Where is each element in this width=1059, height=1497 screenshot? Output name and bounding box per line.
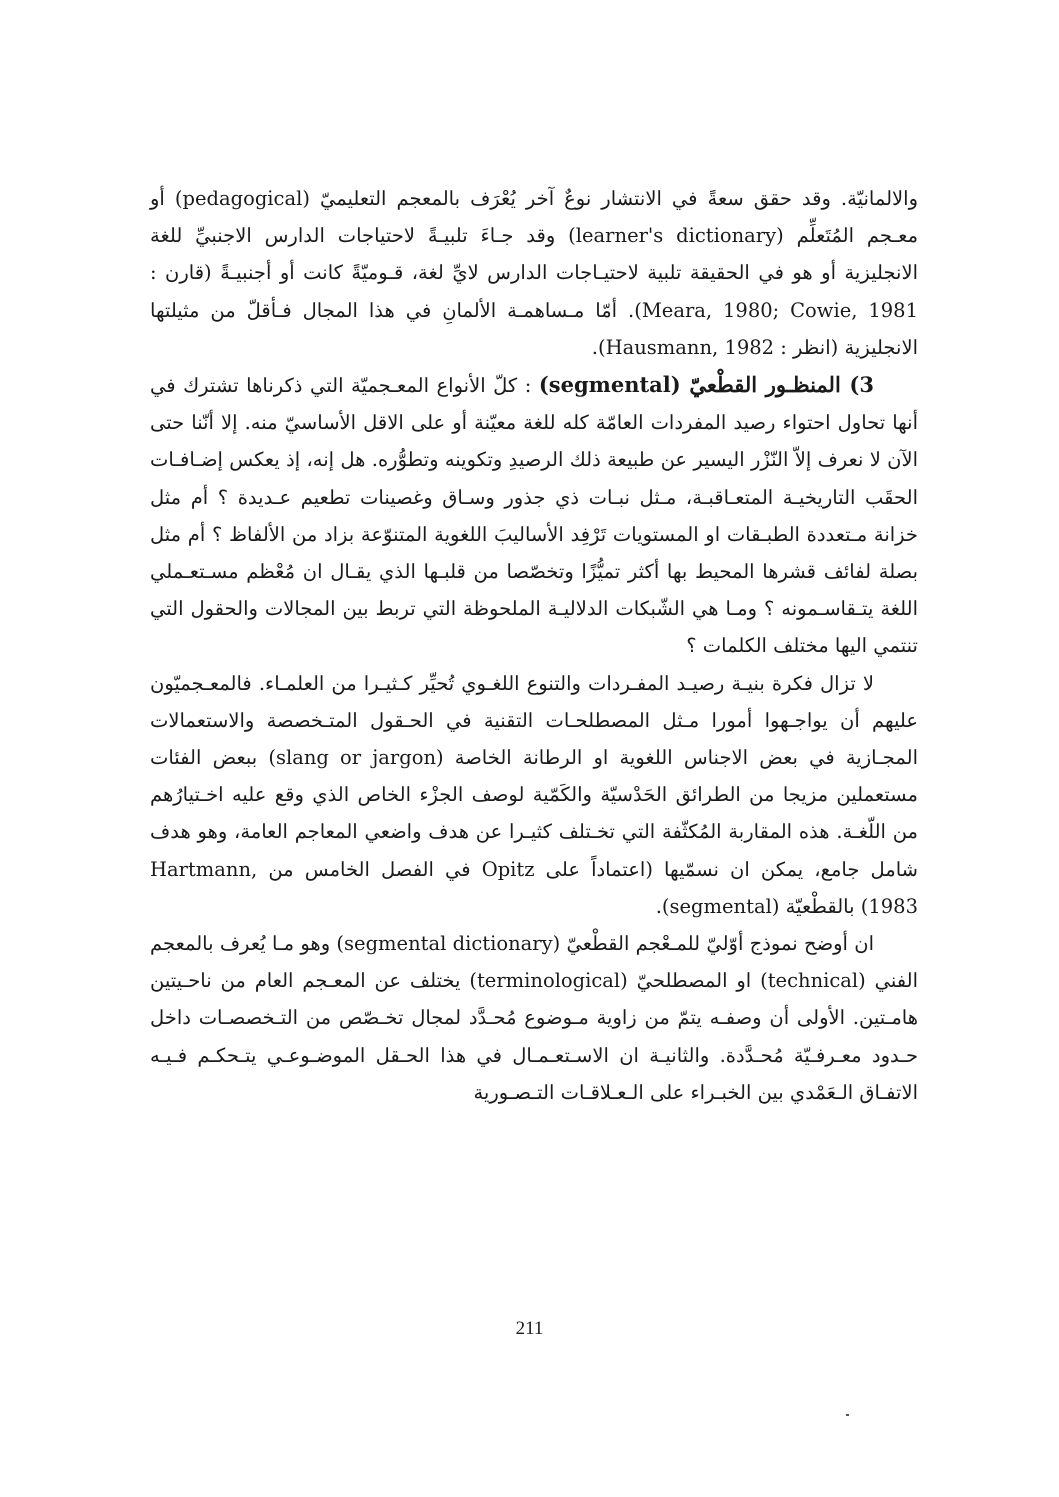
page-number: 211 bbox=[515, 1318, 544, 1339]
body-text bbox=[150, 180, 918, 1111]
scan-artifact bbox=[846, 1414, 849, 1416]
paragraph-4: ان أوضح نموذج أوّليّ للمـعْجم القطْعيّ (segmental dictionary) وهو مـا يُعرف بالمعجم الفني (technical) او المصطلحيّ (terminological) يختلف عن المعـجم العام من ناحـيتين هامـتين. الأولى أن وصفـه يتمّ من زاوية مـوضوع مُحـدَّد لمجال تخـصّص من التـخصصـات داخل حـدود معـرفـيّة مُحـدَّدة. والثانيـة ان الاسـتعـمـال في هذا الحـقل الموضـوعـي يتـحكـم فـيـه الاتفـاق الـعَمْدي بين الخبـراء على الـعـلاقـات التـصـورية bbox=[150, 932, 919, 1104]
section-heading: 3) المنظـور القطْعيّ (segmental) bbox=[538, 372, 874, 398]
paragraph-2 bbox=[150, 366, 918, 665]
paragraph-3: لا تزال فكرة بنيـة رصيـد المفـردات والتنوع اللغـوي تُحيِّر كـثيـرا من العلمـاء. فالمعـجميّون عليهم أن يواجـهوا أمورا مـثل المصطلحـات التقنية في الحـقول المتـخصصة والاستعمالات المجـازية في بعض الاجناس اللغوية او الرطانة الخاصة (slang or jargon) ببعض الفئات مستعملين مزيجا من الطرائق الحَدْسيّة والكَمّية لوصف الجزْء الخاص الذي وقع عليه اخـتيارُهم من اللّغـة. هذه المقاربة المُكثّفة التي تخـتلف كثيـرا عن هدف واضعي المعاجم العامة، وهو هدف شامل جامع، يمكن ان نسمّيها (اعتماداً على Opitz في الفصل الخامس من Hartmann, 1983) بالقطْعيّة (segmental). bbox=[150, 671, 919, 918]
paragraph-2-text: : كلّ الأنواع المعـجميّة التي ذكرناها تشترك في أنها تحاول احتواء رصيد المفردات العامّة كله للغة معيّنة أو على الاقل الأساسيّ منه. إلا أنّنا حتى الآن لا نعرف إلاّ النّزْر اليسير عن طبيعة ذلك الرصيدِ وتكوينه وتطوُّره. هل إنه، إذ يعكس إضـافـات الحقَب التاريخيـة المتعـاقبـة، مـثل نبـات ذي جذور وسـاق وغصينات تطعيم عـديدة ؟ أم مثل خزانة مـتعددة الطبـقات او المستويات تَرْفِد الأساليبَ اللغوية المتنوّعة بزاد من الألفاظ ؟ أم مثل بصلة لفائف قشرها المحيط بها أكثر تميُّزًا وتخصّصا من قلبـها الذي يقـال ان مُعْظم مسـتعـملي اللغة يتـقاسـمونه ؟ ومـا هي الشّبكات الدلاليـة الملحوظة التي تربط بين المجالات والحقول التي تنتمي اليها مختلف الكلمات ؟ bbox=[150, 374, 918, 658]
paragraph-1: والالمانيّة. وقد حقق سعةً في الانتشار نوعٌ آخر يُعْرَف بالمعجم التعليميّ (pedagogical) أو معـجم المُتَعلِّم (learner's dictionary) وقد جـاءَ تلبيـةً لاحتياجات الدارس الاجنبيِّ للغة الانجليزية أو هو في الحقيقة تلبية لاحتيـاجات الدارس لايِّ لغة، قـوميّةً كانت أو أجنبيـةً (قارن : Meara, 1980; Cowie, 1981). أمّا مـساهمـة الألمانِ في هذا المجال فـأقلّ من مثيلتها الانجليزية (انظر : Hausmann, 1982). bbox=[150, 187, 919, 359]
